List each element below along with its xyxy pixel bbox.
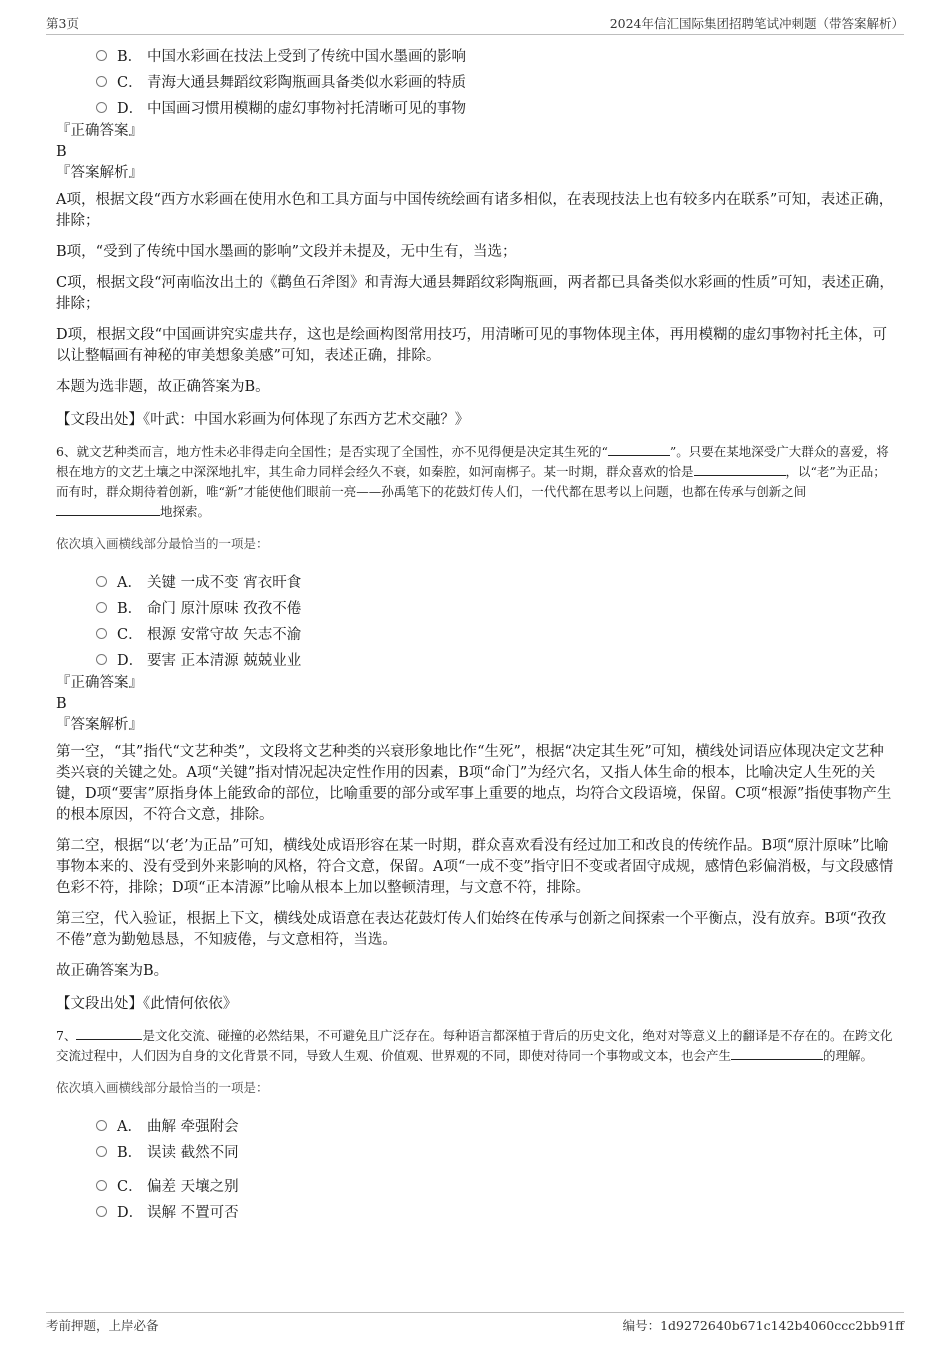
source-citation: 【文段出处】《此情何依依》 xyxy=(56,996,238,1012)
analysis-conclusion: 本题为选非题，故正确答案为B。 xyxy=(56,379,270,395)
q5-option-b[interactable]: B． 中国水彩画在技法上受到了传统中国水墨画的影响 xyxy=(96,42,896,68)
q7-options xyxy=(96,1112,896,1224)
fill-blank xyxy=(56,502,160,516)
fill-blank xyxy=(76,1026,142,1040)
page-footer xyxy=(46,1312,904,1335)
analysis-paragraph: C项，根据文段“河南临汝出土的《鹳鱼石斧图》和青海大通县舞蹈纹彩陶瓶画，两者都已具备类似水彩画的性质”可知，表述正确，排除； xyxy=(56,275,894,312)
analysis-paragraph: 第一空，“其”指代“文艺种类”，文段将文艺种类的兴衰形象地比作“生死”，根据“决定其生死”可知，横线处词语应体现决定文艺种类兴衰的关键之处。A项“关键”指对情况起决定性作用的因素，B项“命门”为经穴名，又指人体生命的根本，比喻决定人生死的关键，D项“要害”原指身体上能致命的部位，比喻重要的部分或军事上重要的地点，均符合文段语境，保留。C项“根源”指使事物产生的根本原因，不符合文意，排除。 xyxy=(56,744,892,823)
document-title: 2024年信汇国际集团招聘笔试冲刺题（带答案解析） xyxy=(609,16,904,31)
answer-value: B xyxy=(56,696,67,712)
q6-options xyxy=(96,568,896,672)
radio-icon[interactable] xyxy=(96,76,107,87)
radio-icon[interactable] xyxy=(96,1180,107,1191)
page-number: 第3页 xyxy=(46,16,79,31)
question-6-text: 6、就文艺种类而言，地方性未必非得走向全国性；是否实现了全国性，亦不见得便是决定其生死的“ ”。只要在某地深受广大群众的喜爱，将根在地方的文艺土壤之中深深地扎牢，其生命力同样会经久不衰，如秦腔，如河南梆子。某一时期，群众喜欢的恰是 ，以“老”为正品；而有时，群众期待着创新，唯“新”才能使他们眼前一亮——孙禹笔下的花鼓灯传人们，一代代都在思考以上问题，也都在传承与创新之间地探索。 xyxy=(56,444,889,519)
footer-slogan: 考前押题，上岸必备 xyxy=(46,1318,159,1333)
question-prompt: 依次填入画横线部分最恰当的一项是： xyxy=(56,1080,269,1095)
q7-option-b[interactable]: B． 误读 截然不同 xyxy=(96,1138,896,1164)
q7-option-c[interactable]: C． 偏差 天壤之别 xyxy=(96,1172,896,1198)
q6-option-c[interactable]: C． 根源 安常守故 矢志不渝 xyxy=(96,620,896,646)
q5-options xyxy=(96,42,896,120)
fill-blank xyxy=(608,442,670,456)
radio-icon[interactable] xyxy=(96,576,107,587)
q5-option-d[interactable]: D． 中国画习惯用模糊的虚幻事物衬托清晰可见的事物 xyxy=(96,94,896,120)
question-7-text: 7、 是文化交流、碰撞的必然结果，不可避免且广泛存在。每种语言都深植于背后的历史文化，绝对对等意义上的翻译是不存在的。在跨文化交流过程中，人们因为自身的文化背景不同，导致人生观、价值观、世界观的不同，即使对待同一个事物或文本，也会产生 的理解。 xyxy=(56,1028,893,1063)
analysis-label: 『答案解析』 xyxy=(56,165,143,181)
fill-blank xyxy=(694,462,786,476)
document-code: 编号：1d9272640b671c142b4060ccc2bb91ff xyxy=(622,1318,904,1333)
radio-icon[interactable] xyxy=(96,1120,107,1131)
answer-label: 『正确答案』 xyxy=(56,675,143,691)
page-header xyxy=(46,14,904,35)
q6-option-a[interactable]: A． 关键 一成不变 宵衣旰食 xyxy=(96,568,896,594)
source-citation: 【文段出处】《叶武：中国水彩画为何体现了东西方艺术交融？》 xyxy=(56,412,470,428)
radio-icon[interactable] xyxy=(96,628,107,639)
q6-option-d[interactable]: D． 要害 正本清源 兢兢业业 xyxy=(96,646,896,672)
radio-icon[interactable] xyxy=(96,1206,107,1217)
answer-value: B xyxy=(56,144,67,160)
analysis-paragraph: 第三空，代入验证，根据上下文，横线处成语意在表达花鼓灯传人们始终在传承与创新之间探索一个平衡点，没有放弃。B项“孜孜不倦”意为勤勉恳恳，不知疲倦，与文意相符，当选。 xyxy=(56,911,887,948)
radio-icon[interactable] xyxy=(96,654,107,665)
analysis-conclusion: 故正确答案为B。 xyxy=(56,963,169,979)
radio-icon[interactable] xyxy=(96,50,107,61)
analysis-paragraph: B项，“受到了传统中国水墨画的影响”文段并未提及，无中生有，当选； xyxy=(56,244,517,260)
question-prompt: 依次填入画横线部分最恰当的一项是： xyxy=(56,536,269,551)
radio-icon[interactable] xyxy=(96,602,107,613)
analysis-paragraph: D项，根据文段“中国画讲究实虚共存，这也是绘画构图常用技巧，用清晰可见的事物体现主体，再用模糊的虚幻事物衬托主体，可以让整幅画有神秘的审美想象美感”可知，表述正确，排除。 xyxy=(56,327,888,364)
analysis-label: 『答案解析』 xyxy=(56,717,143,733)
q5-option-c[interactable]: C． 青海大通县舞蹈纹彩陶瓶画具备类似水彩画的特质 xyxy=(96,68,896,94)
q7-option-d[interactable]: D． 误解 不置可否 xyxy=(96,1198,896,1224)
radio-icon[interactable] xyxy=(96,102,107,113)
analysis-paragraph: A项，根据文段“西方水彩画在使用水色和工具方面与中国传统绘画有诸多相似，在表现技法上也有较多内在联系”可知，表述正确，排除； xyxy=(56,192,894,229)
page-content xyxy=(56,42,896,1224)
q7-option-a[interactable]: A． 曲解 牵强附会 xyxy=(96,1112,896,1138)
q6-option-b[interactable]: B． 命门 原汁原味 孜孜不倦 xyxy=(96,594,896,620)
fill-blank xyxy=(731,1046,823,1060)
radio-icon[interactable] xyxy=(96,1146,107,1157)
analysis-paragraph: 第二空，根据“以‘老’为正品”可知，横线处成语形容在某一时期，群众喜欢看没有经过加工和改良的传统作品。B项“原汁原味”比喻事物本来的、没有受到外来影响的风格，符合文意，保留。A项“一成不变”指守旧不变或者固守成规，感情色彩偏消极，与文段感情色彩不符，排除；D项“正本清源”比喻从根本上加以整顿清理，与文意不符，排除。 xyxy=(56,838,894,896)
answer-label: 『正确答案』 xyxy=(56,123,143,139)
